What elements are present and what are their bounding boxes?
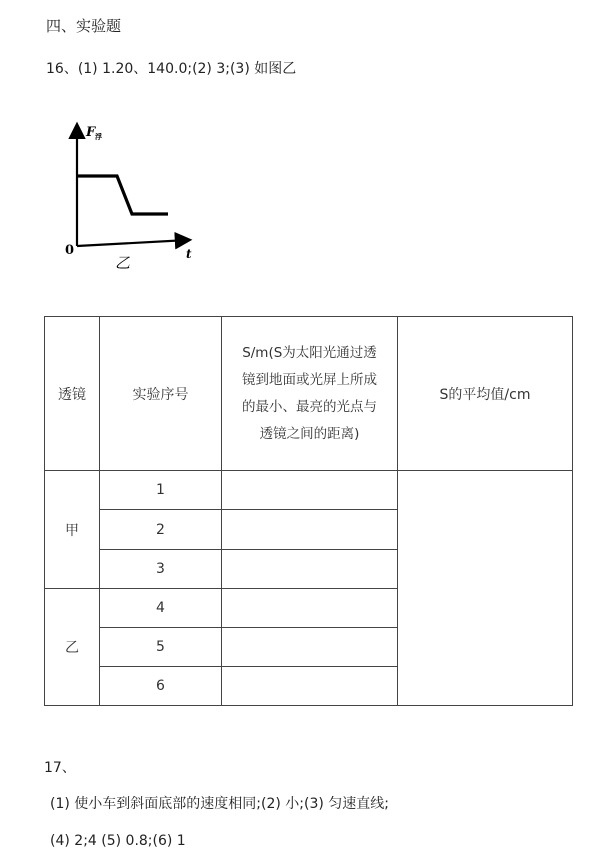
section-title: 四、实验题 (46, 17, 122, 35)
q17-answer-line-1: (1) 使小车到斜面底部的速度相同;(2) 小;(3) 匀速直线; (50, 796, 389, 812)
experiment-table (44, 316, 573, 706)
y-axis-label: F (86, 125, 96, 140)
x-axis-label: t (186, 247, 192, 261)
seq-cell: 4 (100, 588, 222, 627)
header-distance-line: 镜到地面或光屏上所成 (242, 371, 377, 388)
header-average: S的平均值/cm (398, 317, 573, 471)
distance-cell (222, 666, 398, 705)
seq-cell: 5 (100, 627, 222, 666)
force-curve (77, 176, 168, 214)
header-distance-line: 透镜之间的距离) (259, 425, 360, 442)
origin-label: 0 (65, 243, 75, 258)
average-cell (398, 471, 573, 706)
distance-cell (222, 588, 398, 627)
seq-cell: 6 (100, 666, 222, 705)
header-seq: 实验序号 (100, 317, 222, 471)
lens-jia: 甲 (45, 471, 100, 588)
header-distance (222, 317, 398, 471)
header-distance-line: 的最小、最亮的光点与 (242, 398, 377, 415)
lens-yi: 乙 (45, 588, 100, 705)
q17-label: 17、 (44, 760, 76, 776)
buoyancy-graph (60, 118, 200, 278)
seq-cell: 1 (100, 471, 222, 510)
distance-cell (222, 510, 398, 549)
seq-cell: 3 (100, 549, 222, 588)
header-lens: 透镜 (45, 317, 100, 471)
q17-answer-line-2: (4) 2;4 (5) 0.8;(6) 1 (50, 833, 186, 849)
seq-cell: 2 (100, 510, 222, 549)
q16-answer: 16、(1) 1.20、140.0;(2) 3;(3) 如图乙 (46, 61, 297, 77)
distance-cell (222, 471, 398, 510)
table-row (45, 471, 573, 510)
distance-cell (222, 627, 398, 666)
distance-cell (222, 549, 398, 588)
y-axis-subscript: 浮 (95, 132, 102, 141)
header-distance-line: S/m(S为太阳光通过透 (242, 344, 377, 361)
figure-caption: 乙 (115, 254, 131, 272)
table-header-row (45, 317, 573, 471)
x-axis (77, 240, 188, 246)
